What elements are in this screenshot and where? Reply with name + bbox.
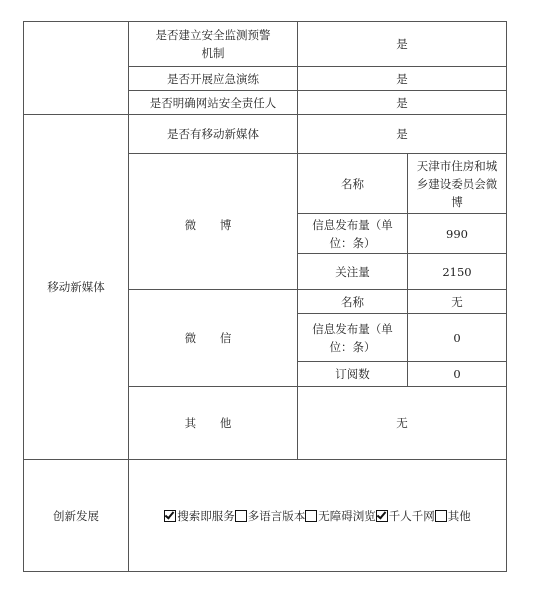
wechat-name-value: 无 [407, 289, 507, 314]
checkbox-multilingual[interactable] [235, 510, 247, 522]
option-accessibility[interactable]: 无障碍浏览 [305, 507, 376, 525]
security-responsible-label: 是否明确网站安全责任人 [128, 90, 298, 115]
weibo-posts-value: 990 [407, 213, 507, 254]
emergency-drill-value: 是 [297, 66, 507, 91]
innovation-options-cell [128, 459, 507, 572]
security-responsible-value: 是 [297, 90, 507, 115]
wechat-label: 微 信 [128, 289, 298, 387]
weibo-followers-label: 关注量 [297, 253, 408, 290]
has-mobile-media-label: 是否有移动新媒体 [128, 114, 298, 154]
emergency-drill-label: 是否开展应急演练 [128, 66, 298, 91]
warning-mechanism-value: 是 [297, 21, 507, 67]
weibo-name-value: 天津市住房和城乡建设委员会微博 [407, 153, 507, 214]
other-value: 无 [297, 386, 507, 460]
option-search-as-service[interactable]: 搜索即服务 [164, 507, 235, 525]
weibo-followers-value: 2150 [407, 253, 507, 290]
has-mobile-media-value: 是 [297, 114, 507, 154]
warning-mechanism-label: 是否建立安全监测预警机制 [128, 21, 298, 67]
checkbox-search-as-service[interactable] [164, 510, 176, 522]
report-table [23, 21, 507, 572]
innovation-section-title: 创新发展 [23, 459, 129, 572]
option-multilingual[interactable]: 多语言版本 [235, 507, 306, 525]
weibo-posts-label: 信息发布量（单位：条） [297, 213, 408, 254]
weibo-label: 微 博 [128, 153, 298, 290]
other-label: 其 他 [128, 386, 298, 460]
wechat-posts-value: 0 [407, 313, 507, 362]
option-personalized[interactable]: 千人千网 [376, 507, 435, 525]
checkbox-other[interactable] [435, 510, 447, 522]
wechat-name-label: 名称 [297, 289, 408, 314]
checkbox-personalized[interactable] [376, 510, 388, 522]
wechat-subscribers-label: 订阅数 [297, 361, 408, 387]
checkbox-accessibility[interactable] [305, 510, 317, 522]
weibo-name-label: 名称 [297, 153, 408, 214]
blank-section-cell [23, 21, 129, 115]
option-other[interactable]: 其他 [435, 507, 471, 525]
wechat-posts-label: 信息发布量（单位：条） [297, 313, 408, 362]
mobile-media-section-title: 移动新媒体 [23, 114, 129, 460]
innovation-options [164, 507, 471, 525]
wechat-subscribers-value: 0 [407, 361, 507, 387]
